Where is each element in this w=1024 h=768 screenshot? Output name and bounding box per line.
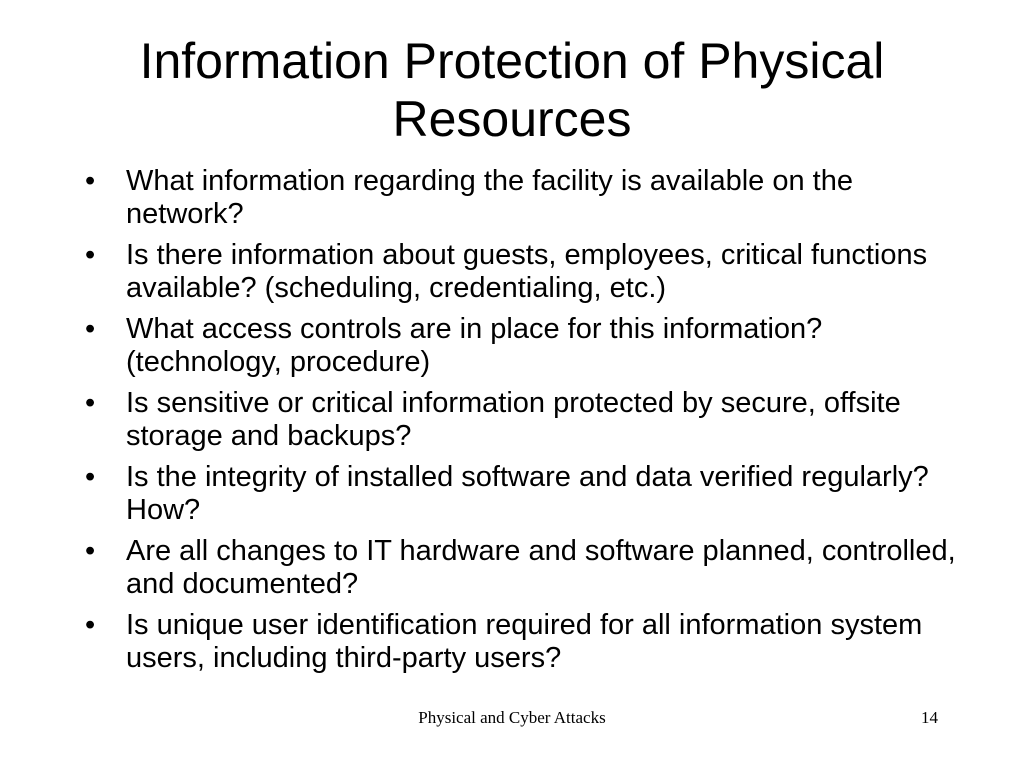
bullet-list (85, 165, 965, 683)
slide-title: Information Protection of Physical Resources (139, 33, 885, 147)
bullet-item-1 (85, 165, 965, 231)
bullet-icon: • (85, 387, 96, 419)
bullet-text: Are all changes to IT hardware and software planned, controlled, and documented? (126, 535, 956, 600)
bullet-icon: • (85, 609, 96, 641)
bullet-item-4 (85, 387, 965, 453)
bullet-icon: • (85, 461, 96, 493)
bullet-text: What information regarding the facility is available on the network? (126, 165, 853, 230)
footer-text: Physical and Cyber Attacks (418, 708, 606, 727)
bullet-icon: • (85, 313, 96, 345)
bullet-item-5 (85, 461, 965, 527)
bullet-icon: • (85, 165, 96, 197)
bullet-text: Is sensitive or critical information protected by secure, offsite storage and backups? (126, 387, 901, 452)
bullet-text: Is the integrity of installed software and data verified regularly? How? (126, 461, 929, 526)
bullet-text: What access controls are in place for this information? (technology, procedure) (126, 313, 823, 378)
bullet-item-2 (85, 239, 965, 305)
bullet-item-7 (85, 609, 965, 675)
bullet-text: Is unique user identification required for all information system users, including third-party users? (126, 609, 923, 674)
bullet-icon: • (85, 535, 96, 567)
bullet-item-3 (85, 313, 965, 379)
bullet-text: Is there information about guests, employees, critical functions available? (scheduling, credentialing, etc.) (126, 239, 928, 304)
bullet-icon: • (85, 239, 96, 271)
bullet-item-6 (85, 535, 965, 601)
page-number: 14 (921, 708, 938, 727)
